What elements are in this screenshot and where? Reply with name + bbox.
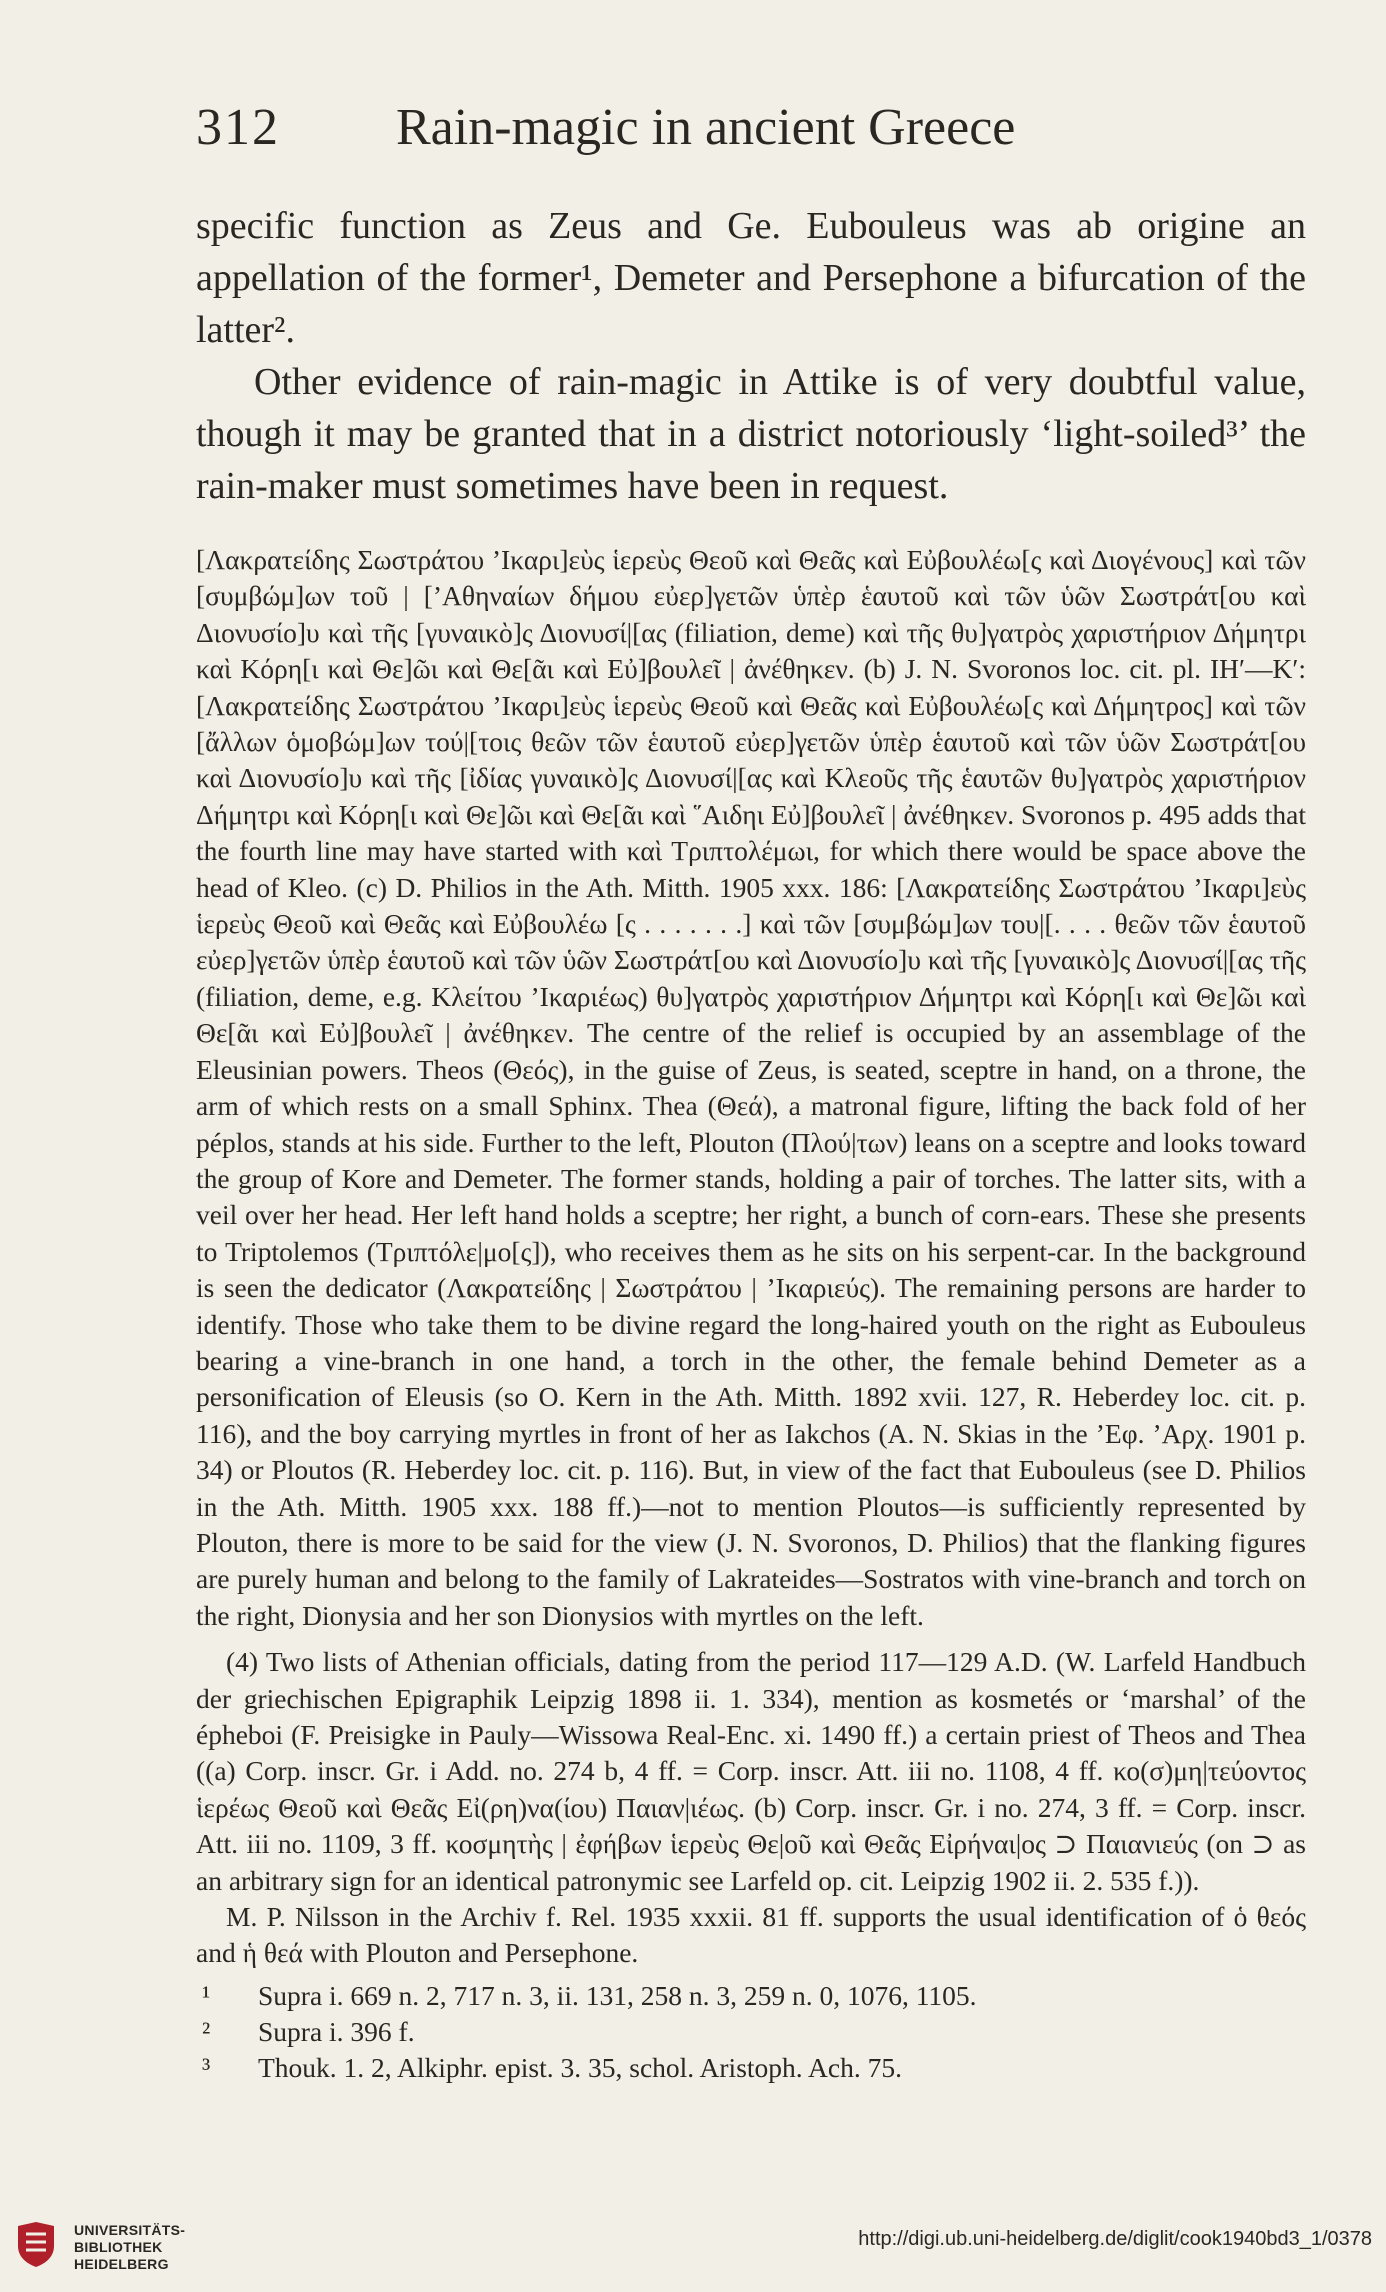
page-header [196,98,1316,168]
footnote-text: Supra i. 669 n. 2, 717 n. 3, ii. 131, 258 n. 3, 259 n. 0, 1076, 1105. [258,1979,977,2011]
footnote [196,2050,1306,2086]
page-footer [0,2180,1386,2292]
paragraph-1: specific function as Zeus and Ge. Eubouleus was ab origine an appellation of the former¹, Demeter and Persephone a bifurcation of the latter². [196,205,1306,351]
library-logo-icon [14,2220,58,2268]
page-body [196,200,1306,2086]
source-url-link[interactable]: http://digi.ub.uni-heidelberg.de/diglit/cook1940bd3_1/0378 [858,2228,1372,2250]
footnote [196,1978,1306,2014]
footnote-text: Thouk. 1. 2, Alkiphr. epist. 3. 35, schol. Aristoph. Ach. 75. [258,2051,902,2083]
footnotes [196,1978,1306,2086]
institution-name: UNIVERSITÄTS- BIBLIOTHEK HEIDELBERG [74,2222,186,2272]
note-officials-paragraph: (4) Two lists of Athenian officials, dating from the period 117—129 A.D. (W. Larfeld Handbuch der griechischen Epigraphik Leipzig 1898 ii. 1. 334), mention as kosmetés or ‘marshal’ of the épheboi (F. Preisigke in Pauly—Wissowa Real-Enc. xi. 1490 ff.) a certain priest of Theos and Thea ((a) Corp. inscr. Gr. i Add. no. 274 b, 4 ff. = Corp. inscr. Att. iii no. 1108, 4 ff. κο(σ)μη|τεύοντος ἱερέως Θεοῦ καὶ Θεᾶς Εἰ(ρη)να(ίου) Παιαν|ιέως. (b) Corp. inscr. Gr. i no. 274, 3 ff. = Corp. inscr. Att. iii no. 1109, 3 ff. κοσμητὴς | ἐφήβων ἱερεὺς Θε|οῦ καὶ Θεᾶς Εἰρήναι|ος ⊃ Παιανιεύς (on ⊃ as an arbitrary sign for an identical patronymic see Larfeld op. cit. Leipzig 1902 ii. 2. 535 f.)). [196,1646,1306,1896]
footnote-mark: ² [202,2015,211,2047]
footnote-mark: ³ [202,2051,211,2083]
note-inscription-paragraph: [Λακρατείδης Σωστράτου ’Ικαρι]εὺς ἱερεὺς Θεοῦ καὶ Θεᾶς καὶ Εὐβουλέω[ς καὶ Διογένους] καὶ τῶν [συμβώμ]ων τοῦ | [’Αθηναίων δήμου εὐερ]γετῶν ὑπὲρ ἑαυτοῦ καὶ τῶν ὑῶν Σωστράτ[ου καὶ Διονυσίο]υ καὶ τῆς [γυναικὸ]ς Διονυσί|[ας (filiation, deme) καὶ τῆς θυ]γατρὸς χαριστήριον Δήμητρι καὶ Κόρη[ι καὶ Θε]ῶι καὶ Θε[ᾶι καὶ Εὐ]βουλεῖ | ἀνέθηκεν. (b) J. N. Svoronos loc. cit. pl. ΙΗ′—Κ′: [Λακρατείδης Σωστράτου ’Ικαρι]εὺς ἱερεὺς Θεοῦ καὶ Θεᾶς καὶ Εὐβουλέω[ς καὶ Δήμητρος] καὶ τῶν [ἄλλων ὁμοβώμ]ων τού|[τοις θεῶν τῶν ἑαυτοῦ εὐερ]γετῶν ὑπὲρ ἑαυτοῦ καὶ τῶν ὑῶν Σωστράτ[ου καὶ Διονυσίο]υ καὶ τῆς [ἰδίας γυναικὸ]ς Διονυσί|[ας καὶ Κλεοῦς τῆς ἑαυτῶν θυ]γατρὸς χαριστήριον Δήμητρι καὶ Κόρη[ι καὶ Θε]ῶι καὶ Θε[ᾶι καὶ ῞Αιδηι Εὐ]βουλεῖ | ἀνέθηκεν. Svoronos p. 495 adds that the fourth line may have started with καὶ Τριπτολέμωι, for which there would be space above the head of Kleo. (c) D. Philios in the Ath. Mitth. 1905 xxx. 186: [Λακρατείδης Σωστράτου ’Ικαρι]εὺς ἱερεὺς Θεοῦ καὶ Θεᾶς καὶ Εὐβουλέω [ς . . . . . . .] καὶ τῶν [συμβώμ]ων του|[. . . . θεῶν τῶν ἑαυτοῦ εὐερ]γετῶν ὑπὲρ ἑαυτοῦ καὶ τῶν ὑῶν Σωστράτ[ου καὶ Διονυσίο]υ καὶ τῆς [γυναικὸ]ς Διονυσί|[ας τῆς (filiation, deme, e.g. Κλείτου ’Ικαριέως) θυ]γατρὸς χαριστήριον Δήμητρι καὶ Κόρη[ι καὶ Θε]ῶι καὶ Θε[ᾶι καὶ Εὐ]βουλεῖ | ἀνέθηκεν. The centre of the relief is occupied by an assemblage of the Eleusinian powers. Theos (Θεός), in the guise of Zeus, is seated, sceptre in hand, on a throne, the arm of which rests on a small Sphinx. Thea (Θεά), a matronal figure, lifting the back fold of her péplos, stands at his side. Further to the left, Plouton (Πλού|των) leans on a sceptre and looks toward the group of Kore and Demeter. The former stands, holding a pair of torches. The latter sits, with a veil over her head. Her left hand holds a sceptre; her right, a bunch of corn-ears. These she presents to Triptolemos (Τριπτόλε|μο[ς]), who receives them as he sits on his serpent-car. In the background is seen the dedicator (Λακρατείδης | Σωστράτου | ’Ικαριεύς). The remaining persons are harder to identify. Those who take them to be divine regard the long-haired youth on the right as Eubouleus bearing a vine-branch in one hand, a torch in the other, the female behind Demeter as a personification of Eleusis (so O. Kern in the Ath. Mitth. 1892 xvii. 127, R. Heberdey loc. cit. p. 116), and the boy carrying myrtles in front of her as Iakchos (A. N. Skias in the ’Εφ. ’Αρχ. 1901 p. 34) or Ploutos (R. Heberdey loc. cit. p. 116). But, in view of the fact that Eubouleus (see D. Philios in the Ath. Mitth. 1905 xxx. 188 ff.)—not to mention Ploutos—is sufficiently represented by Plouton, there is more to be said for the view (J. N. Svoronos, D. Philios) that the flanking figures are purely human and belong to the family of Lakrateides—Sostratos with vine-branch and torch on the right, Dionysia and her son Dionysios with myrtles on the left. [196,544,1306,1631]
paragraph-2: Other evidence of rain-magic in Attike is of very doubtful value, though it may be granted that in a district notoriously ‘light-soiled³’ the rain-maker must sometimes have been in request. [196,361,1306,507]
footnote [196,2014,1306,2050]
running-title: Rain-magic in ancient Greece [396,99,1016,156]
footnote-mark: ¹ [202,1979,211,2011]
note-nilsson-paragraph: M. P. Nilsson in the Archiv f. Rel. 1935 xxxii. 81 ff. supports the usual identification of ὁ θεός and ἡ θεά with Plouton and Persephone. [196,1901,1306,1969]
page-number: 312 [196,99,280,156]
footnote-text: Supra i. 396 f. [258,2015,415,2047]
